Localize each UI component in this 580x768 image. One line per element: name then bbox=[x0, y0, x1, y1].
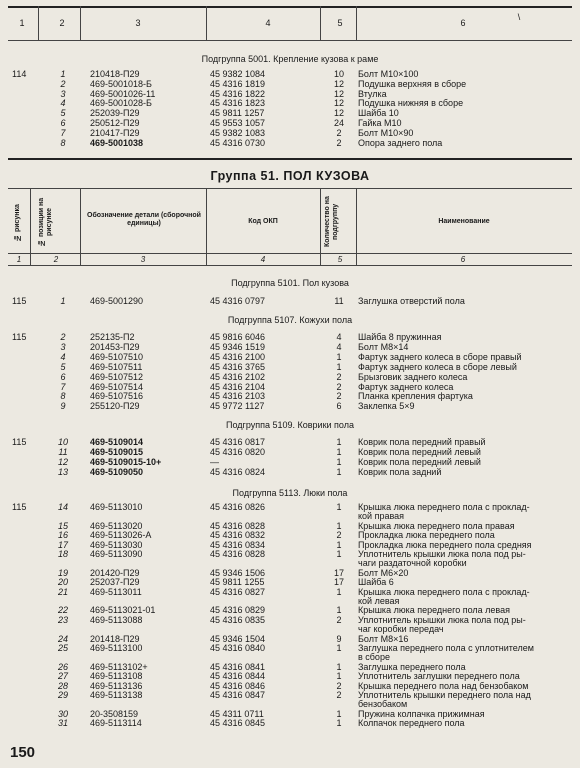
part-number: 250512-П29 bbox=[90, 118, 140, 128]
quantity: 2 bbox=[336, 614, 342, 625]
okp-code: 45 4316 2103 bbox=[210, 391, 266, 402]
quantity: 2 bbox=[336, 690, 342, 700]
position-number: 12 bbox=[57, 456, 68, 467]
table-row bbox=[8, 401, 572, 411]
part-name-continuation: бензобаком bbox=[358, 699, 408, 710]
position-number: 5 bbox=[60, 108, 66, 119]
position-number: 24 bbox=[57, 633, 68, 644]
part-name: Заглушка переднего пола bbox=[358, 661, 466, 672]
quantity: 1 bbox=[336, 586, 342, 597]
quantity: 12 bbox=[333, 108, 344, 119]
okp-code: 45 9772 1127 bbox=[210, 401, 265, 412]
part-name: Крышка люка переднего пола с проклад- bbox=[358, 586, 530, 597]
part-number: 252135-П2 bbox=[90, 332, 135, 342]
quantity: 9 bbox=[336, 633, 342, 644]
position-number: 17 bbox=[57, 539, 68, 550]
part-name: Шайба 6 bbox=[358, 577, 394, 588]
header-num-1: 1 bbox=[16, 255, 22, 264]
quantity: 6 bbox=[336, 401, 342, 412]
part-name: Шайба 10 bbox=[358, 108, 399, 119]
figure-number: 115 bbox=[12, 332, 27, 342]
part-name: Фартук заднего колеса bbox=[358, 381, 454, 392]
header-num-5: 5 bbox=[337, 255, 343, 264]
quantity: 2 bbox=[336, 680, 342, 691]
part-name: Болт М10×100 bbox=[358, 69, 419, 79]
quantity: 4 bbox=[336, 341, 342, 352]
header-col-sep bbox=[30, 188, 31, 265]
table-row bbox=[8, 352, 572, 362]
header-col-sep bbox=[206, 188, 207, 265]
okp-code: 45 4316 0828 bbox=[210, 549, 266, 559]
position-number: 15 bbox=[57, 520, 68, 531]
okp-code: 45 4316 2100 bbox=[210, 351, 266, 362]
position-number: 31 bbox=[57, 718, 68, 729]
table-row bbox=[8, 447, 572, 457]
quantity: 2 bbox=[336, 137, 342, 148]
part-name: Коврик пола передний левый bbox=[358, 456, 481, 467]
table-row bbox=[8, 382, 572, 392]
top-col-sep bbox=[206, 6, 207, 40]
top-header-num-1: 1 bbox=[19, 18, 25, 28]
part-name: Коврик пола передний левый bbox=[358, 446, 481, 457]
part-name: Подушка верхняя в сборе bbox=[358, 78, 467, 89]
quantity: 1 bbox=[336, 446, 342, 457]
part-number: 252039-П29 bbox=[90, 108, 140, 119]
part-number: 469-5107512 bbox=[90, 371, 144, 382]
position-number: 22 bbox=[57, 605, 68, 616]
table-row bbox=[8, 549, 572, 559]
part-name: Болт М8×16 bbox=[358, 633, 409, 644]
top-header-num-2: 2 bbox=[59, 18, 65, 28]
part-number: 469-5113136 bbox=[90, 680, 143, 691]
part-number: 469-5113021-01 bbox=[90, 605, 156, 616]
top-col-sep bbox=[80, 6, 81, 40]
okp-code: 45 4316 0817 bbox=[210, 437, 266, 447]
part-name: Опора заднего пола bbox=[358, 137, 443, 148]
corner-mark: \ bbox=[517, 12, 521, 22]
table-header-top-line bbox=[8, 188, 572, 189]
part-name: Фартук заднего колеса в сборе левый bbox=[358, 361, 517, 372]
catalog-page bbox=[8, 6, 572, 762]
quantity: 2 bbox=[336, 391, 342, 402]
top-border bbox=[8, 6, 572, 8]
group-separator bbox=[8, 158, 572, 160]
part-name: Крышка люка переднего пола с проклад- bbox=[358, 502, 530, 512]
quantity: 12 bbox=[333, 78, 344, 89]
position-number: 8 bbox=[60, 391, 66, 402]
position-number: 23 bbox=[57, 614, 68, 625]
part-number: 210417-П29 bbox=[90, 127, 140, 138]
part-number: 469-5001018-Б bbox=[90, 78, 152, 89]
part-name: Планка крепления фартука bbox=[358, 391, 473, 402]
position-number: 14 bbox=[57, 502, 68, 512]
figure-number: 114 bbox=[12, 69, 27, 79]
quantity: 12 bbox=[333, 98, 344, 109]
okp-code: 45 4316 0826 bbox=[210, 502, 266, 512]
okp-code: 45 4316 0840 bbox=[210, 643, 266, 653]
table-row bbox=[8, 362, 572, 372]
quantity: 12 bbox=[333, 88, 344, 99]
part-number: 469-5107516 bbox=[90, 391, 144, 402]
part-name: Колпачок переднего пола bbox=[358, 718, 465, 729]
position-number: 21 bbox=[57, 586, 68, 597]
position-number: 6 bbox=[60, 118, 66, 128]
part-name: Пружина колпачка прижимная bbox=[358, 708, 485, 719]
top-header-num-3: 3 bbox=[135, 18, 141, 28]
okp-code: 45 4316 1819 bbox=[210, 78, 266, 89]
position-number: 1 bbox=[60, 296, 66, 306]
position-number: 7 bbox=[60, 127, 66, 138]
part-number: 252037-П29 bbox=[90, 577, 140, 588]
group-title: Группа 51. ПОЛ КУЗОВА bbox=[210, 169, 370, 183]
okp-code: 45 4316 3765 bbox=[210, 361, 266, 372]
subgroup-5109-title: Подгруппа 5109. Коврики пола bbox=[226, 420, 354, 430]
quantity: 11 bbox=[334, 296, 344, 306]
quantity: 1 bbox=[336, 456, 342, 467]
part-name: Крышка люка переднего пола правая bbox=[358, 520, 515, 531]
table-row bbox=[8, 690, 572, 700]
position-number: 20 bbox=[57, 577, 68, 588]
part-number: 469-5109015-10+ bbox=[90, 456, 162, 467]
position-number: 10 bbox=[57, 437, 68, 447]
header-fig: № рисунка bbox=[14, 204, 21, 242]
part-name: Втулка bbox=[358, 88, 387, 99]
header-col-sep bbox=[80, 188, 81, 265]
okp-code: 45 9346 1504 bbox=[210, 633, 266, 644]
part-name: Прокладка люка переднего пола bbox=[358, 530, 495, 541]
header-name: Наименование bbox=[438, 218, 490, 225]
position-number: 29 bbox=[57, 690, 68, 700]
position-number: 18 bbox=[57, 549, 68, 559]
part-name: Болт М6×20 bbox=[358, 567, 409, 578]
position-number: 2 bbox=[60, 78, 66, 89]
header-pos: № позиции на рисунке bbox=[38, 197, 53, 247]
top-header-bottom-line bbox=[8, 40, 572, 41]
part-number: 469-5113020 bbox=[90, 520, 143, 531]
position-number: 1 bbox=[60, 69, 66, 79]
subgroup-5101-title: Подгруппа 5101. Пол кузова bbox=[231, 278, 349, 288]
table-row bbox=[8, 437, 572, 447]
subgroup-5001-title: Подгруппа 5001. Крепление кузова к раме bbox=[201, 54, 379, 64]
table-row bbox=[8, 118, 572, 128]
part-name: Брызговик заднего колеса bbox=[358, 371, 468, 382]
quantity: 1 bbox=[336, 708, 342, 719]
part-name: Коврик пола задний bbox=[358, 466, 442, 477]
position-number: 4 bbox=[60, 98, 66, 109]
okp-code: 45 4316 0844 bbox=[210, 671, 266, 682]
quantity: 2 bbox=[336, 371, 342, 382]
okp-code: 45 4316 0841 bbox=[210, 661, 266, 672]
table-row bbox=[8, 718, 572, 728]
part-number: 469-5113108 bbox=[90, 671, 143, 682]
part-name: Заглушка отверстий пола bbox=[358, 296, 465, 306]
part-number: 469-5113090 bbox=[90, 549, 143, 559]
part-name: Крышка люка переднего пола левая bbox=[358, 605, 510, 616]
part-number: 469-5113088 bbox=[90, 614, 143, 625]
part-number: 469-5109050 bbox=[90, 466, 144, 477]
okp-code: 45 4316 0797 bbox=[210, 296, 266, 306]
okp-code: 45 4316 0845 bbox=[210, 718, 266, 729]
header-num-2: 2 bbox=[53, 255, 59, 264]
part-name: Уплотнитель крышки люка пола под ры- bbox=[358, 549, 526, 559]
table-row bbox=[8, 296, 572, 306]
okp-code: — bbox=[210, 456, 219, 467]
okp-code: 45 4316 0820 bbox=[210, 446, 266, 457]
position-number: 13 bbox=[57, 466, 68, 477]
okp-code: 45 4316 0730 bbox=[210, 137, 266, 148]
okp-code: 45 4316 0832 bbox=[210, 530, 266, 541]
part-number: 201453-П29 bbox=[90, 341, 140, 352]
position-number: 2 bbox=[60, 332, 66, 342]
okp-code: 45 4316 0835 bbox=[210, 614, 266, 625]
part-number: 469-5107510 bbox=[90, 351, 144, 362]
subgroup-5107-title: Подгруппа 5107. Кожухи пола bbox=[227, 315, 353, 325]
header-okp: Код ОКП bbox=[248, 218, 278, 225]
quantity: 1 bbox=[336, 549, 342, 559]
position-number: 25 bbox=[57, 643, 68, 653]
part-name: Болт М10×90 bbox=[358, 127, 414, 138]
part-number: 469-5001038 bbox=[90, 137, 144, 148]
position-number: 27 bbox=[57, 671, 68, 682]
part-name: Болт М8×14 bbox=[358, 341, 409, 352]
quantity: 2 bbox=[336, 530, 342, 541]
position-number: 19 bbox=[57, 567, 68, 578]
table-row bbox=[8, 342, 572, 352]
table-row bbox=[8, 391, 572, 401]
top-col-sep bbox=[320, 6, 321, 40]
table-row bbox=[8, 467, 572, 477]
part-number: 20-3508159 bbox=[90, 708, 139, 719]
part-number: 469-5107514 bbox=[90, 381, 144, 392]
part-name: Коврик пола передний правый bbox=[358, 437, 486, 447]
table-header-bottom-line bbox=[8, 265, 572, 266]
quantity: 1 bbox=[336, 361, 342, 372]
okp-code: 45 9553 1057 bbox=[210, 118, 266, 128]
part-number: 201418-П29 bbox=[90, 633, 140, 644]
top-header-num-6: 6 bbox=[460, 18, 466, 28]
okp-code: 45 4316 1823 bbox=[210, 98, 266, 109]
quantity: 1 bbox=[336, 671, 342, 682]
quantity: 24 bbox=[333, 118, 344, 128]
part-number: 469-5113100 bbox=[90, 643, 143, 653]
header-num-3: 3 bbox=[140, 255, 146, 264]
position-number: 7 bbox=[60, 381, 66, 392]
quantity: 1 bbox=[336, 661, 342, 672]
top-col-sep bbox=[38, 6, 39, 40]
quantity: 4 bbox=[336, 332, 342, 342]
header-col-sep bbox=[320, 188, 321, 265]
figure-number: 115 bbox=[12, 437, 27, 447]
part-name: Заглушка переднего пола с уплотнителем bbox=[358, 643, 534, 653]
quantity: 10 bbox=[333, 69, 344, 79]
okp-code: 45 4316 2104 bbox=[210, 381, 266, 392]
part-number: 469-5001290 bbox=[90, 296, 144, 306]
table-row bbox=[8, 587, 572, 597]
quantity: 1 bbox=[336, 466, 342, 477]
part-number: 469-5113026-А bbox=[90, 530, 152, 541]
quantity: 1 bbox=[336, 718, 342, 729]
part-name: Уплотнитель крышки переднего пола над bbox=[358, 690, 531, 700]
position-number: 11 bbox=[58, 446, 68, 457]
okp-code: 45 4316 0846 bbox=[210, 680, 266, 691]
okp-code: 45 4316 0828 bbox=[210, 520, 266, 531]
okp-code: 45 4316 2102 bbox=[210, 371, 266, 382]
part-number: 469-5113030 bbox=[90, 539, 143, 550]
okp-code: 45 9346 1519 bbox=[210, 341, 266, 352]
quantity: 1 bbox=[336, 502, 342, 512]
okp-code: 45 9382 1083 bbox=[210, 127, 266, 138]
header-num-6: 6 bbox=[460, 255, 466, 264]
quantity: 2 bbox=[336, 127, 342, 138]
part-name: Крышка переднего пола над бензобаком bbox=[358, 680, 529, 691]
part-name: Уплотнитель крышки люка пола под ры- bbox=[358, 614, 526, 625]
table-row bbox=[8, 372, 572, 382]
position-number: 28 bbox=[57, 680, 68, 691]
quantity: 17 bbox=[333, 577, 344, 588]
okp-code: 45 4316 0827 bbox=[210, 586, 266, 597]
table-row bbox=[8, 89, 572, 99]
header-part: Обозначение детали (сборочной единицы) bbox=[87, 212, 201, 227]
okp-code: 45 9816 6046 bbox=[210, 332, 266, 342]
quantity: 1 bbox=[336, 351, 342, 362]
table-row bbox=[8, 128, 572, 138]
header-qty: Количество на подгруппу bbox=[324, 196, 339, 248]
okp-code: 45 4311 0711 bbox=[210, 708, 264, 719]
header-num-4: 4 bbox=[260, 255, 266, 264]
position-number: 26 bbox=[57, 661, 68, 672]
subgroup-5113-title: Подгруппа 5113. Люки пола bbox=[232, 488, 348, 498]
okp-code: 45 4316 0847 bbox=[210, 690, 266, 700]
part-number: 469-5113102+ bbox=[90, 661, 148, 672]
quantity: 1 bbox=[336, 539, 342, 550]
table-row bbox=[8, 643, 572, 653]
table-row bbox=[8, 332, 572, 342]
part-number: 469-5113114 bbox=[90, 718, 142, 729]
part-number: 469-5109015 bbox=[90, 446, 144, 457]
table-row bbox=[8, 138, 572, 148]
position-number: 3 bbox=[60, 341, 66, 352]
part-name: Гайка М10 bbox=[358, 118, 402, 128]
part-name-continuation: в сборе bbox=[358, 652, 390, 663]
position-number: 9 bbox=[60, 401, 66, 412]
position-number: 6 bbox=[60, 371, 66, 382]
quantity: 1 bbox=[336, 520, 342, 531]
quantity: 2 bbox=[336, 381, 342, 392]
figure-number: 115 bbox=[12, 296, 27, 306]
quantity: 1 bbox=[336, 605, 342, 616]
part-number: 469-5113011 bbox=[90, 586, 142, 597]
quantity: 1 bbox=[336, 437, 342, 447]
quantity: 1 bbox=[336, 643, 342, 653]
okp-code: 45 9811 1257 bbox=[210, 108, 265, 119]
table-row bbox=[8, 79, 572, 89]
top-col-sep bbox=[356, 6, 357, 40]
part-number: 469-5107511 bbox=[90, 361, 143, 372]
part-name: Фартук заднего колеса в сборе правый bbox=[358, 351, 522, 362]
quantity: 17 bbox=[333, 567, 344, 578]
part-number: 210418-П29 bbox=[90, 69, 140, 79]
okp-code: 45 9382 1084 bbox=[210, 69, 266, 79]
table-header-mid-line bbox=[8, 253, 572, 254]
part-number: 469-5113138 bbox=[90, 690, 143, 700]
part-number: 255120-П29 bbox=[90, 401, 140, 412]
okp-code: 45 4316 0824 bbox=[210, 466, 266, 477]
part-name: Заклепка 5×9 bbox=[358, 401, 415, 412]
page-number: 150 bbox=[10, 744, 36, 761]
part-name-continuation: кой правая bbox=[358, 511, 405, 522]
table-row bbox=[8, 69, 572, 79]
position-number: 30 bbox=[57, 708, 68, 719]
table-row bbox=[8, 502, 572, 512]
top-header-num-5: 5 bbox=[337, 18, 343, 28]
part-name-continuation: чаги раздаточной коробки bbox=[358, 558, 467, 569]
header-col-sep bbox=[356, 188, 357, 265]
position-number: 4 bbox=[60, 351, 66, 362]
position-number: 8 bbox=[60, 137, 66, 148]
part-number: 469-5001026-11 bbox=[90, 88, 156, 99]
position-number: 16 bbox=[57, 530, 68, 541]
okp-code: 45 9346 1506 bbox=[210, 567, 266, 578]
part-name-continuation: кой левая bbox=[358, 596, 400, 606]
part-number: 469-5113010 bbox=[90, 502, 143, 512]
part-name-continuation: чаг коробки передач bbox=[358, 624, 444, 635]
okp-code: 45 4316 1822 bbox=[210, 88, 266, 99]
part-number: 469-5001028-Б bbox=[90, 98, 152, 109]
table-row bbox=[8, 457, 572, 467]
top-header-num-4: 4 bbox=[265, 18, 271, 28]
figure-number: 115 bbox=[12, 502, 27, 512]
part-number: 469-5109014 bbox=[90, 437, 144, 447]
part-name: Шайба 8 пружинная bbox=[358, 332, 442, 342]
part-name: Уплотнитель заглушки переднего пола bbox=[358, 671, 520, 682]
table-row bbox=[8, 615, 572, 625]
okp-code: 45 4316 0834 bbox=[210, 539, 266, 550]
table-row bbox=[8, 98, 572, 108]
okp-code: 45 4316 0829 bbox=[210, 605, 266, 616]
okp-code: 45 9811 1255 bbox=[210, 577, 265, 588]
position-number: 5 bbox=[60, 361, 66, 372]
table-row bbox=[8, 108, 572, 118]
part-number: 201420-П29 bbox=[90, 567, 140, 578]
part-name: Прокладка люка переднего пола средняя bbox=[358, 539, 532, 550]
position-number: 3 bbox=[60, 88, 66, 99]
part-name: Подушка нижняя в сборе bbox=[358, 98, 464, 109]
